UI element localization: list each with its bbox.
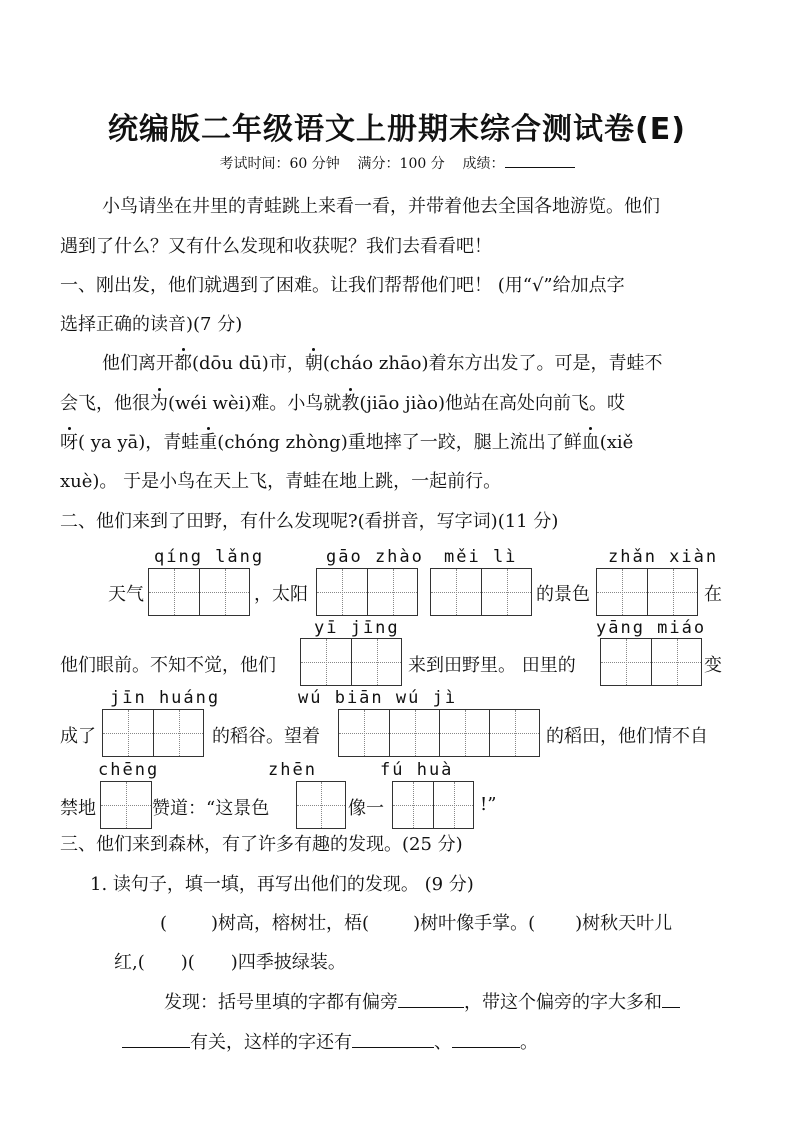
pinyin-jinhuang: jīn huáng: [110, 688, 221, 708]
section1-heading-1: 一、刚出发，他们就遇到了困难。让我们帮帮他们吧！ (用“√”给加点字: [60, 275, 625, 296]
exam-time: 考试时间：60 分钟: [219, 156, 340, 172]
pinyin-gaozhao: gāo zhào: [326, 547, 424, 567]
exam-meta: [0, 153, 794, 173]
dotted-char: 为: [150, 393, 168, 414]
pinyin-zhanxian: zhǎn xiàn: [608, 547, 719, 567]
writing-grid-zhen[interactable]: [296, 781, 346, 829]
intro-line-2: 遇到了什么？又有什么发现和收获呢？我们去看看吧！: [60, 236, 492, 257]
writing-grid-wubianwuji[interactable]: [338, 709, 540, 757]
writing-grid-yijing[interactable]: [300, 638, 402, 686]
pinyin-yijing: yī jīng: [314, 618, 400, 638]
pinyin-wubianwuji: wú biān wú jì: [298, 688, 458, 708]
section3-heading: 三、他们来到森林，有了许多有趣的发现。(25 分): [60, 834, 463, 855]
row4-text-2: 赞道：“这景色: [152, 798, 270, 819]
section1-para-line-3: 呀( ya yā)，青蛙重(chóng zhòng)重地摔了一跤，腿上流出了鲜血(xiě: [60, 432, 634, 453]
page-title: 统编版二年级语文上册期末综合测试卷(E): [108, 112, 686, 147]
row3-text-3: 的稻田，他们情不自: [546, 726, 708, 747]
row2-text-3: 变: [704, 655, 722, 676]
row2-text-2: 来到田野里。 田里的: [408, 655, 576, 676]
dotted-char: 都: [174, 353, 192, 374]
discovery-line-2: 有关，这样的字还有 、 。: [122, 1028, 538, 1054]
row2-text-1: 他们眼前。不知不觉，他们: [60, 655, 276, 676]
section1-para-line-4[interactable]: xuè)。 于是小鸟在天上飞，青蛙在地上跳，一起前行。: [60, 471, 502, 492]
writing-grid-fuhua[interactable]: [392, 781, 474, 829]
row1-text-4: 在: [704, 584, 722, 605]
grade-blank[interactable]: [505, 167, 575, 168]
dotted-char: 教: [341, 393, 360, 414]
pinyin-qinglang: qíng lǎng: [154, 547, 265, 567]
radical-blank[interactable]: [398, 1007, 464, 1008]
intro-line-1: 小鸟请坐在井里的青蛙跳上来看一看，并带着他去全国各地游览。他们: [102, 196, 660, 217]
dotted-char: 呀: [60, 432, 78, 453]
dotted-char: 朝: [304, 353, 323, 374]
row3-text-1: 成了: [60, 726, 96, 747]
pinyin-cheng: chēng: [98, 760, 160, 780]
row4-text-1: 禁地: [60, 798, 96, 819]
writing-grid-yangmiao[interactable]: [600, 638, 702, 686]
pinyin-zhen: zhēn: [268, 760, 317, 780]
writing-grid-meili[interactable]: [430, 568, 532, 616]
row1-text-1: 天气: [108, 584, 144, 605]
writing-grid-gaozhao[interactable]: [316, 568, 418, 616]
section2-heading: 二、他们来到了田野，有什么发现呢?(看拼音，写字词)(11 分): [60, 511, 559, 532]
row4-text-4: !”: [480, 794, 497, 815]
discovery-line-1: 发现：括号里填的字都有偏旁 ，带这个偏旁的字大多和: [164, 988, 680, 1014]
section3-question-1: 1. 读句子，填一填，再写出他们的发现。 (9 分): [90, 874, 474, 895]
writing-grid-zhanxian[interactable]: [596, 568, 698, 616]
pinyin-yangmiao: yāng miáo: [596, 618, 707, 638]
section1-heading-2: 选择正确的读音)(7 分): [60, 314, 243, 335]
example-blank-2[interactable]: [452, 1047, 520, 1048]
row1-text-2: ，太阳: [254, 584, 308, 605]
section1-para-line-2: 会飞，他很为(wéi wèi)难。小鸟就教(jiāo jiào)他站在高处向前飞。哎: [60, 393, 625, 414]
pinyin-fuhua: fú huà: [380, 760, 454, 780]
example-blank-1[interactable]: [352, 1047, 434, 1048]
row4-text-3: 像一: [348, 798, 384, 819]
full-score: 满分：100 分: [357, 156, 445, 172]
dotted-char: 血: [581, 432, 600, 453]
meaning-blank-start[interactable]: [662, 1007, 680, 1008]
row3-text-2: 的稻谷。望着: [212, 726, 320, 747]
pinyin-meili: měi lì: [444, 547, 518, 567]
writing-grid-jinhuang[interactable]: [102, 709, 204, 757]
row1-text-3: 的景色: [536, 584, 590, 605]
question1-sentence-2: 红,( )( )四季披绿装。: [114, 952, 346, 973]
section1-para-line-1: 他们离开都(dōu dū)市，朝(cháo zhāo)着东方出发了。可是，青蛙不: [102, 353, 663, 374]
writing-grid-cheng[interactable]: [100, 781, 152, 829]
grade-label: 成绩：: [462, 156, 505, 172]
meaning-blank[interactable]: [122, 1047, 190, 1048]
writing-grid-qinglang[interactable]: [148, 568, 250, 616]
dotted-char: 重: [199, 432, 218, 453]
question1-sentence-1: ( )树高，榕树壮，梧( )树叶像手掌。( )树秋天叶儿: [160, 913, 673, 934]
